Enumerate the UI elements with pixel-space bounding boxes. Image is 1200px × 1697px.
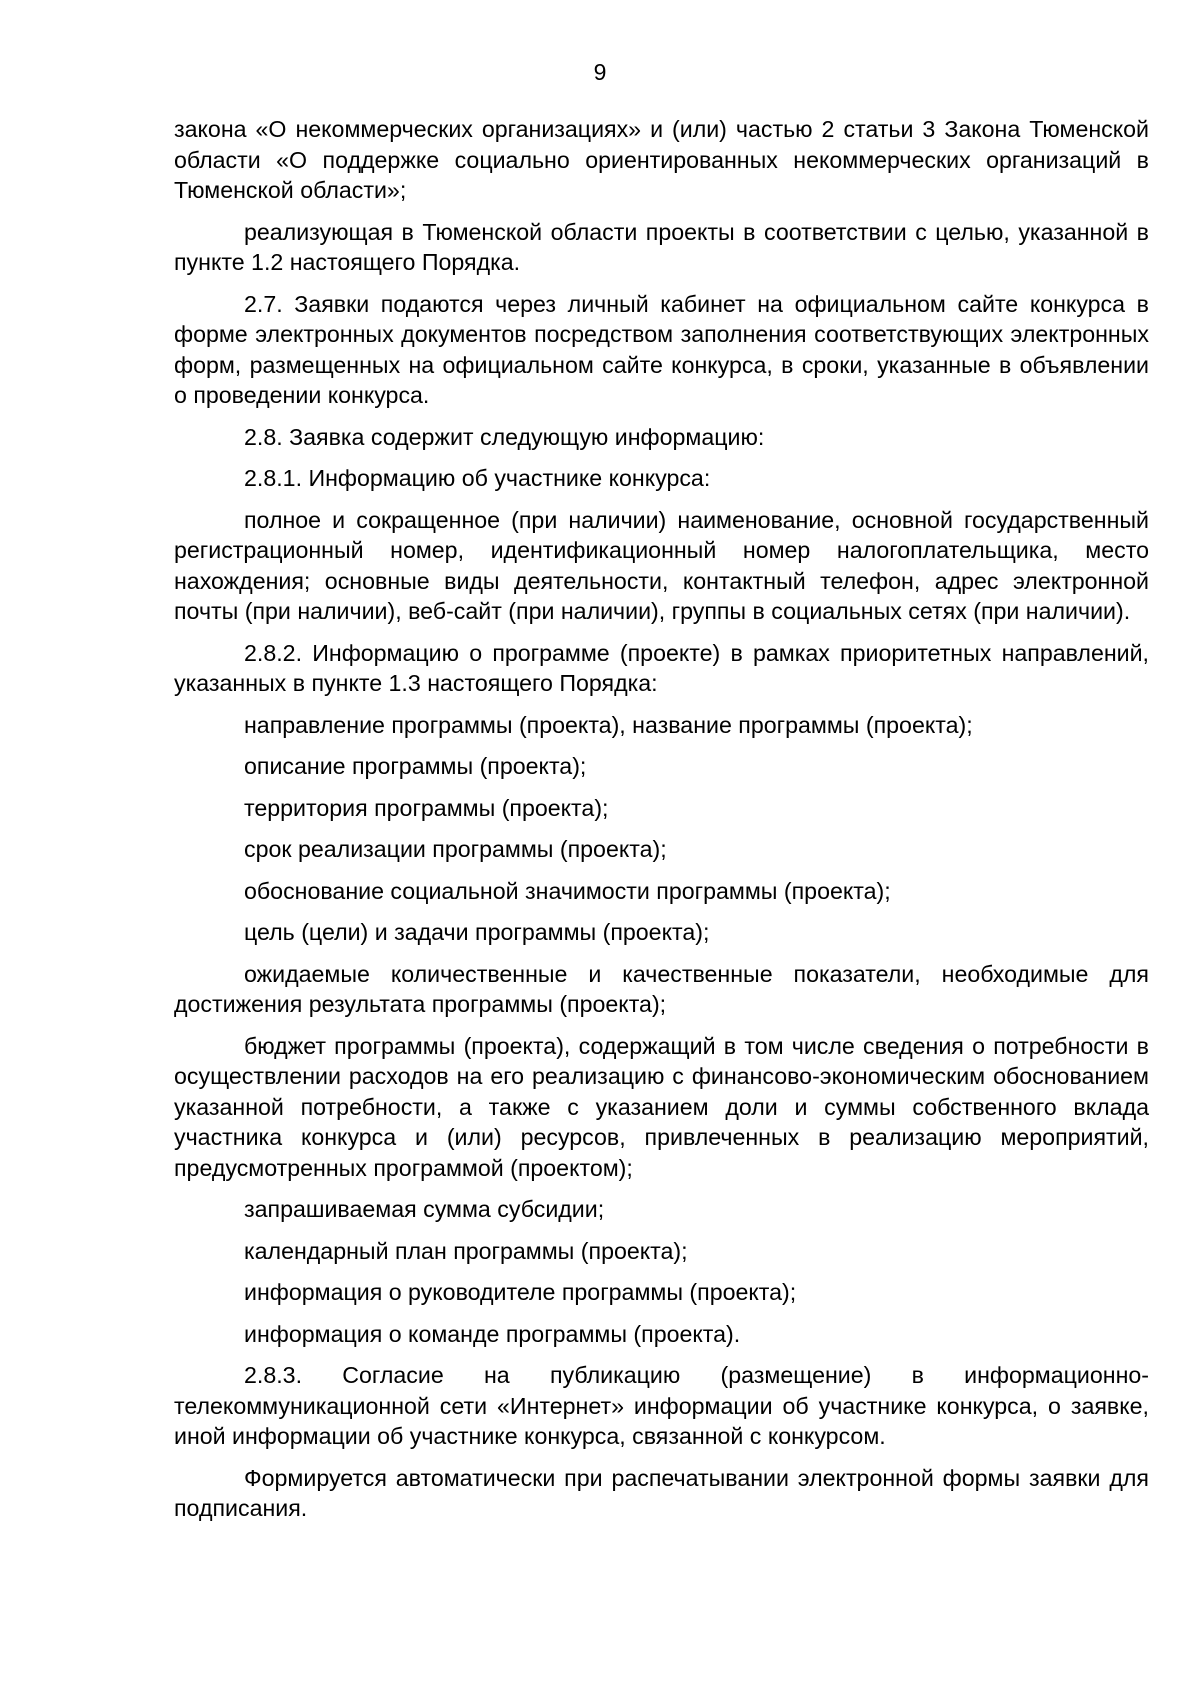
paragraph: реализующая в Тюменской области проекты в соответствии с целью, указанной в пункте 1.2 настоящего Порядка. bbox=[174, 218, 1149, 275]
paragraph-continuation: закона «О некоммерческих организациях» и (или) частью 2 статьи 3 Закона Тюменской области «О поддержке социально ориентированных некоммерческих организаций в Тюменской области»; bbox=[174, 116, 1149, 203]
paragraph-clause-2-7: 2.7. Заявки подаются через личный кабинет на официальном сайте конкурса в форме электронных документов посредством заполнения соответствующих электронных форм, размещенных на официальном сайте конкурса, в сроки, указанные в объявлении о проведении конкурса. bbox=[174, 290, 1149, 408]
list-item: срок реализации программы (проекта); bbox=[244, 836, 667, 862]
list-item: направление программы (проекта), название программы (проекта); bbox=[244, 711, 973, 738]
list-item: информация о команде программы (проекта). bbox=[244, 1320, 741, 1347]
document-body bbox=[174, 114, 1149, 1524]
list-item: бюджет программы (проекта), содержащий в том числе сведения о потребности в осуществлении расходов на его реализацию с финансово-экономическим обоснованием указанной потребности, а также с указанием доли и суммы собственного вклада участника конкурса и (или) ресурсов, привлеченных в реализацию мероприятий, предусмотренных программой (проектом); bbox=[174, 1032, 1149, 1181]
list-item: запрашиваемая сумма субсидии; bbox=[244, 1196, 605, 1222]
list-item: календарный план программы (проекта); bbox=[244, 1237, 688, 1264]
page-number: 9 bbox=[593, 59, 607, 85]
list-item: описание программы (проекта); bbox=[244, 753, 587, 779]
paragraph: полное и сокращенное (при наличии) наименование, основной государственный регистрационный номер, идентификационный номер налогоплательщика, место нахождения; основные виды деятельности, контактный телефон, адрес электронной почты (при наличии), веб-сайт (при наличии), группы в социальных сетях (при наличии). bbox=[174, 506, 1149, 624]
list-item: обоснование социальной значимости программы (проекта); bbox=[244, 877, 891, 904]
list-item: цель (цели) и задачи программы (проекта); bbox=[244, 919, 710, 945]
list-item: ожидаемые количественные и качественные показатели, необходимые для достижения результата программы (проекта); bbox=[174, 960, 1149, 1017]
paragraph: Формируется автоматически при распечатывании электронной формы заявки для подписания. bbox=[174, 1464, 1149, 1521]
paragraph-clause-2-8-1: 2.8.1. Информацию об участнике конкурса: bbox=[244, 465, 711, 491]
paragraph-clause-2-8-2: 2.8.2. Информацию о программе (проекте) в рамках приоритетных направлений, указанных в пункте 1.3 настоящего Порядка: bbox=[174, 639, 1149, 696]
list-item: информация о руководителе программы (проекта); bbox=[244, 1279, 797, 1305]
paragraph-clause-2-8: 2.8. Заявка содержит следующую информацию: bbox=[244, 423, 765, 450]
list-item: территория программы (проекта); bbox=[244, 794, 609, 821]
paragraph-clause-2-8-3: 2.8.3. Согласие на публикацию (размещение) в информационно-телекоммуникационной сети «Интернет» информации об участнике конкурса, о заявке, иной информации об участнике конкурса, связанной с конкурсом. bbox=[174, 1362, 1149, 1449]
